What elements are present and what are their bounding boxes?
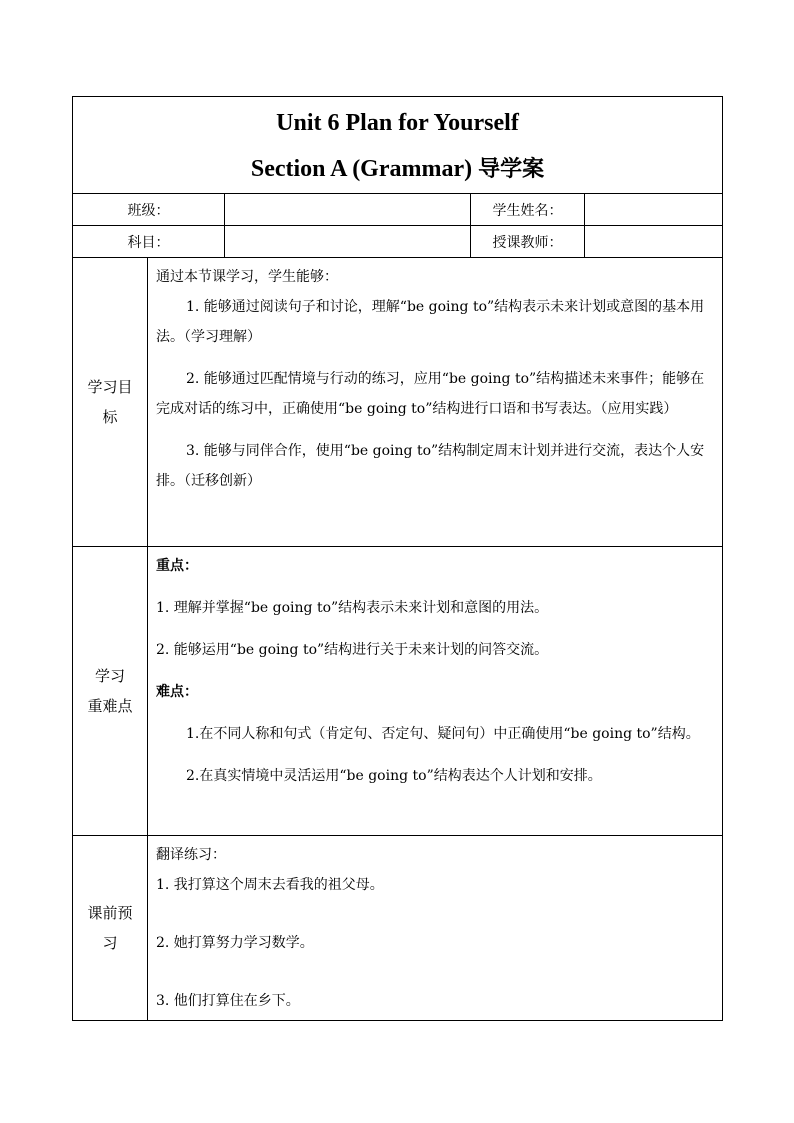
key-points-label-line1: 学习 <box>94 667 125 685</box>
objective-item-2: 2. 能够通过匹配情境与行动的练习，应用“be going to”结构描述未来事件；能够在完成对话的练习中，正确使用“be going to”结构进行口语和书写表达。（应用实践） <box>156 371 705 417</box>
focus-heading: 重点： <box>156 558 198 574</box>
objectives-label-line2: 标 <box>102 408 118 426</box>
unit-title: Unit 6 Plan for Yourself <box>276 109 519 136</box>
student-name-label: 学生姓名： <box>471 194 585 226</box>
info-row-class <box>73 194 723 226</box>
preview-question-3: 3. 他们打算住在乡下。 <box>156 993 300 1009</box>
objective-item-1: 1. 能够通过阅读句子和讨论，理解“be going to”结构表示未来计划或意图的基本用法。（学习理解） <box>156 299 705 345</box>
preview-question-1: 1. 我打算这个周末去看我的祖父母。 <box>156 877 384 893</box>
key-points-label <box>73 547 148 836</box>
preview-label <box>73 836 148 1021</box>
key-points-content <box>148 547 723 836</box>
info-row-subject <box>73 226 723 258</box>
difficulty-item-1: 1.在不同人称和句式（肯定句、否定句、疑问句）中正确使用“be going to”结构。 <box>186 726 700 742</box>
title-cell <box>73 97 723 194</box>
focus-item-1: 1. 理解并掌握“be going to”结构表示未来计划和意图的用法。 <box>156 600 549 616</box>
lesson-plan-table <box>72 96 723 1021</box>
section-title <box>73 153 722 186</box>
subject-field[interactable] <box>225 226 471 258</box>
subject-label: 科目： <box>73 226 225 258</box>
difficulty-heading: 难点： <box>156 684 198 700</box>
preview-label-line2: 习 <box>102 934 118 952</box>
key-points-row <box>73 547 723 836</box>
preview-row <box>73 836 723 1021</box>
title-row <box>73 97 723 194</box>
class-field[interactable] <box>225 194 471 226</box>
preview-heading: 翻译练习： <box>156 847 226 863</box>
preview-content <box>148 836 723 1021</box>
objectives-label <box>73 258 148 547</box>
student-name-field[interactable] <box>585 194 723 226</box>
teacher-field[interactable] <box>585 226 723 258</box>
class-label: 班级： <box>73 194 225 226</box>
objectives-label-line1: 学习目 <box>87 378 133 396</box>
preview-label-line1: 课前预 <box>87 904 133 922</box>
difficulty-item-2: 2.在真实情境中灵活运用“be going to”结构表达个人计划和安排。 <box>186 768 602 784</box>
section-title-cn: 导学案 <box>478 156 545 182</box>
teacher-label: 授课教师： <box>471 226 585 258</box>
key-points-label-line2: 重难点 <box>87 697 133 715</box>
objective-item-3: 3. 能够与同伴合作，使用“be going to”结构制定周末计划并进行交流，表达个人安排。（迁移创新） <box>156 443 705 489</box>
objectives-content <box>148 258 723 547</box>
section-title-en: Section A (Grammar) <box>250 155 473 182</box>
objectives-intro: 通过本节课学习，学生能够： <box>156 269 338 285</box>
focus-item-2: 2. 能够运用“be going to”结构进行关于未来计划的问答交流。 <box>156 642 549 658</box>
preview-question-2: 2. 她打算努力学习数学。 <box>156 935 314 951</box>
objectives-row <box>73 258 723 547</box>
